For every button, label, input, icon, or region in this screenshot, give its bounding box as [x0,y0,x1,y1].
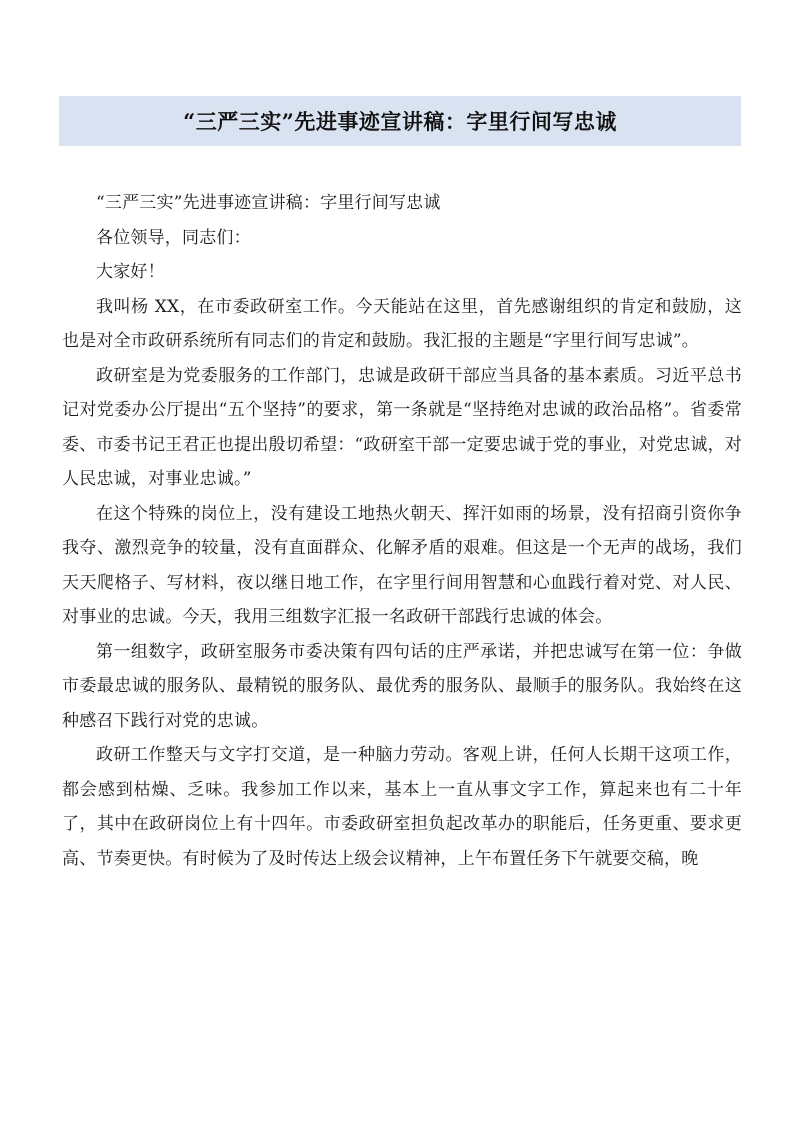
paragraph-introduction: 我叫杨 XX，在市委政研室工作。今天能站在这里，首先感谢组织的肯定和鼓励，这也是对全市政研系统所有同志们的肯定和鼓励。我汇报的主题是“字里行间写忠诚”。 [62,296,742,351]
document-body [62,186,742,876]
paragraph-first-number: 第一组数字，政研室服务市委决策有四句话的庄严承诺，并把忠诚写在第一位：争做市委最忠诚的服务队、最精锐的服务队、最优秀的服务队、最顺手的服务队。我始终在这种感召下践行对党的忠诚。 [62,641,742,731]
paragraph-salutation: 各位领导，同志们： [96,227,251,248]
paragraph-writing-work: 政研工作整天与文字打交道，是一种脑力劳动。客观上讲，任何人长期干这项工作，都会感到枯燥、乏味。我参加工作以来，基本上一直从事文字工作，算起来也有二十年了，其中在政研岗位上有十四年。市委政研室担负起改革办的职能后，任务更重、要求更高、节奏更快。有时候为了及时传达上级会议精神，上午布置任务下午就要交稿，晚 [62,745,742,869]
title-banner [59,96,741,146]
paragraph-loyalty: 政研室是为党委服务的工作部门，忠诚是政研干部应当具备的基本素质。习近平总书记对党委办公厅提出“五个坚持”的要求，第一条就是“坚持绝对忠诚的政治品格”。省委常委、市委书记王君正也提出殷切希望：“政研室干部一定要忠诚于党的事业，对党忠诚，对人民忠诚，对事业忠诚。” [62,365,742,489]
document-title: “三严三实”先进事迹宣讲稿：字里行间写忠诚 [183,109,617,134]
paragraph-silent-battlefield: 在这个特殊的岗位上，没有建设工地热火朝天、挥汗如雨的场景，没有招商引资你争我夺、激烈竞争的较量，没有直面群众、化解矛盾的艰难。但这是一个无声的战场，我们天天爬格子、写材料，夜以继日地工作，在字里行间用智慧和心血践行着对党、对人民、对事业的忠诚。今天，我用三组数字汇报一名政研干部践行忠诚的体会。 [62,503,742,627]
paragraph-subtitle: “三严三实”先进事迹宣讲稿：字里行间写忠诚 [96,193,441,213]
paragraph-greeting: 大家好！ [96,262,165,282]
